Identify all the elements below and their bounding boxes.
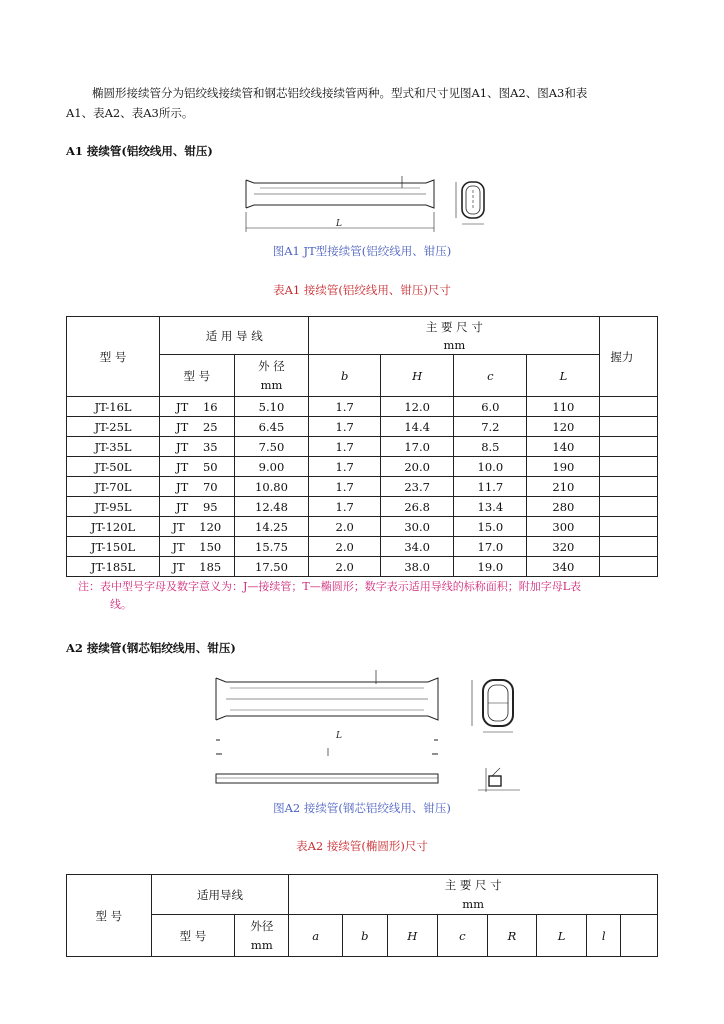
intro-line-2: A1、表A2、表A3所示。 [66,106,194,120]
a1-cell-od: 12.48 [234,497,309,517]
a1-cell-L: 140 [527,437,600,457]
a1-header-conductor: 适 用 导 线 [160,317,309,355]
a2-header-main-dims [289,875,658,915]
a1-cell-b: 1.7 [309,397,381,417]
a1-cell-grip [600,497,658,517]
a1-cell-cond: JT 120 [160,517,234,537]
table-a1 [66,316,658,618]
a1-sub-diameter-unit: mm [260,377,283,392]
a2-sub-diameter-label: 外径 [250,918,274,933]
a1-dim-c: c [454,355,527,397]
a1-cell-b: 1.7 [309,497,381,517]
a1-cell-L: 280 [527,497,600,517]
a1-cell-c: 17.0 [454,537,527,557]
figure-a1-drawing [230,168,500,240]
a1-cell-grip [600,477,658,497]
a1-cell-od: 9.00 [234,457,309,477]
a1-dim-b: b [309,355,381,397]
a1-cell-grip [600,557,658,577]
section-a2-heading: A2 接续管(钢芯铝绞线用、钳压) [66,641,236,655]
a1-cell-cond: JT 185 [160,557,234,577]
a1-cell-b: 2.0 [309,537,381,557]
a1-cell-cond: JT 16 [160,397,234,417]
a1-cell-L: 190 [527,457,600,477]
a2-dim-L: L [537,915,587,957]
a1-cell-b: 1.7 [309,417,381,437]
a1-header-grip: 握力 [600,317,658,397]
figure-a1-dim-label: L [336,219,342,229]
a1-cell-b: 1.7 [309,437,381,457]
a1-sub-diameter [234,355,309,397]
intro-paragraph [66,83,676,123]
a1-cell-grip [600,417,658,437]
a1-table-row [67,557,658,577]
a2-header-conductor: 适用导线 [151,875,289,915]
a1-cell-c: 8.5 [454,437,527,457]
a2-sub-diameter [235,915,289,957]
section-a1-heading: A1 接续管(铝绞线用、钳压) [66,144,213,158]
a1-cell-cond: JT 25 [160,417,234,437]
a1-cell-od: 10.80 [234,477,309,497]
a1-cell-b: 1.7 [309,457,381,477]
a1-cell-c: 10.0 [454,457,527,477]
a1-cell-od: 14.25 [234,517,309,537]
a1-sub-diameter-label: 外 径 [258,358,285,373]
a1-cell-od: 17.50 [234,557,309,577]
a1-cell-L: 320 [527,537,600,557]
table-a2 [66,874,658,957]
a1-cell-cond: JT 150 [160,537,234,557]
a1-cell-H: 30.0 [381,517,454,537]
a1-cell-model: JT-70L [67,477,160,497]
a1-cell-b: 2.0 [309,517,381,537]
a1-cell-od: 15.75 [234,537,309,557]
a1-cell-H: 38.0 [381,557,454,577]
table-a1-note [78,578,581,614]
a1-cell-model: JT-35L [67,437,160,457]
a1-cell-L: 120 [527,417,600,437]
a1-header-main-unit: mm [443,337,466,352]
table-a2-clip [0,874,658,964]
table-a1-note-line2: 线。 [110,598,132,611]
a1-table-row [67,477,658,497]
a1-cell-H: 34.0 [381,537,454,557]
a1-header-main-dims [309,317,600,355]
a1-cell-H: 20.0 [381,457,454,477]
a1-table-row [67,497,658,517]
a1-header-model: 型 号 [67,317,160,397]
a1-table-row [67,437,658,457]
a1-cell-c: 13.4 [454,497,527,517]
a1-sub-model: 型 号 [160,355,234,397]
a2-dim-R: R [487,915,536,957]
a1-cell-model: JT-25L [67,417,160,437]
a1-cell-L: 110 [527,397,600,417]
figure-a1-caption: 图A1 JT型接续管(铝绞线用、钳压) [272,244,452,258]
table-a1-clip [0,316,658,618]
a1-table-row [67,457,658,477]
figure-a2-caption: 图A2 接续管(钢芯铝绞线用、钳压) [273,801,451,815]
a1-cell-c: 7.2 [454,417,527,437]
a1-table-row [67,537,658,557]
a1-cell-L: 210 [527,477,600,497]
a1-dim-L: L [527,355,600,397]
figure-a2-drawing [200,664,530,800]
a1-table-row [67,517,658,537]
a1-cell-grip [600,457,658,477]
a2-dim-H: H [387,915,437,957]
a1-cell-H: 14.4 [381,417,454,437]
a1-cell-cond: JT 70 [160,477,234,497]
a1-cell-grip [600,437,658,457]
a1-cell-b: 1.7 [309,477,381,497]
a2-dim-a: a [289,915,343,957]
a1-cell-model: JT-16L [67,397,160,417]
a1-cell-cond: JT 35 [160,437,234,457]
a1-table-row [67,397,658,417]
a1-cell-H: 23.7 [381,477,454,497]
a1-cell-b: 2.0 [309,557,381,577]
a1-cell-L: 300 [527,517,600,537]
a2-dim-b: b [343,915,388,957]
table-a2-caption: 表A2 接续管(椭圆形)尺寸 [296,839,428,853]
a2-dim-extra [621,915,658,957]
a1-cell-c: 11.7 [454,477,527,497]
a1-cell-grip [600,397,658,417]
a2-dim-c: c [437,915,487,957]
figure-a2-dim-label: L [336,731,342,741]
a2-sub-diameter-unit: mm [250,937,273,952]
a1-cell-c: 19.0 [454,557,527,577]
a2-dim-l: l [587,915,621,957]
a2-sub-model: 型 号 [151,915,235,957]
a1-cell-H: 26.8 [381,497,454,517]
a1-cell-c: 15.0 [454,517,527,537]
a1-cell-cond: JT 50 [160,457,234,477]
a2-header-main-title: 主 要 尺 寸 [444,877,502,892]
a1-cell-H: 12.0 [381,397,454,417]
a1-cell-od: 6.45 [234,417,309,437]
table-a1-note-line1: 注：表中型号字母及数字意义为：J—接续管；T—椭圆形；数字表示适用导线的标称面积；附加字母L表 [78,580,582,593]
a1-cell-H: 17.0 [381,437,454,457]
a1-cell-model: JT-185L [67,557,160,577]
a1-cell-model: JT-150L [67,537,160,557]
a1-header-main-title: 主 要 尺 寸 [425,319,483,334]
a1-table-row [67,417,658,437]
a2-header-main-unit: mm [462,896,485,911]
a1-dim-H: H [381,355,454,397]
a1-cell-od: 5.10 [234,397,309,417]
a2-header-model: 型 号 [67,875,152,957]
a1-cell-model: JT-50L [67,457,160,477]
a1-cell-cond: JT 95 [160,497,234,517]
table-a1-caption: 表A1 接续管(铝绞线用、钳压)尺寸 [273,283,451,297]
a1-cell-L: 340 [527,557,600,577]
a1-cell-od: 7.50 [234,437,309,457]
intro-line-1: 椭圆形接续管分为铝绞线接续管和钢芯铝绞线接续管两种。型式和尺寸见图A1、图A2、图A3和表 [92,86,588,100]
a1-cell-c: 6.0 [454,397,527,417]
a1-cell-grip [600,517,658,537]
a1-cell-model: JT-95L [67,497,160,517]
a1-cell-grip [600,537,658,557]
a1-cell-model: JT-120L [67,517,160,537]
